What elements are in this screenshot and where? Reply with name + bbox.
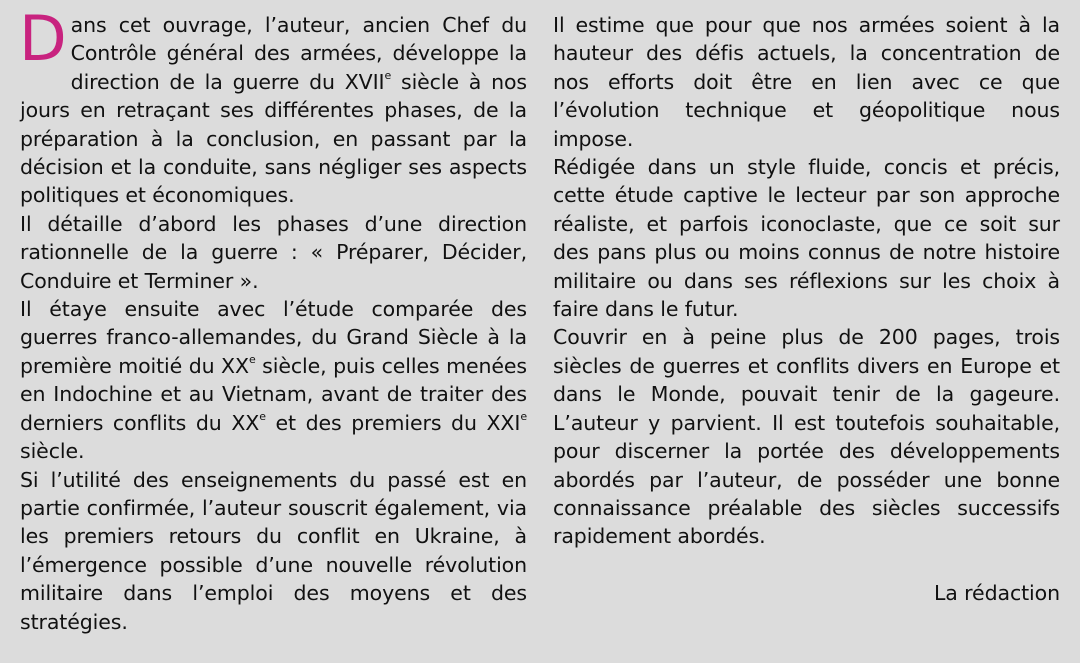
comparison-text-d: siècle. [20, 439, 85, 464]
intro-text-end: siècle à nos jours en retraçant ses différentes phases, de la préparation à la conclusion, en passant par la décision et la conduite, sans négliger ses aspects politiques et économiques. [20, 69, 527, 208]
comparison-text-a: Il étaye ensuite avec l’étude comparée des guerres franco-allemandes, du Grand Siècle à la première moitié du XX [20, 297, 527, 378]
signature: La rédaction [933, 580, 1060, 605]
superscript: e [520, 409, 527, 423]
superscript: e [384, 68, 392, 82]
paragraph-assessment: Couvrir en à peine plus de 200 pages, trois siècles de guerres et conflits divers en Europe et dans le Monde, pouvait tenir de la gageure. L’auteur y parvient. Il est toutefois souhaitable, pour discerner la portée des développements abordés par l’auteur, de posséder une bonne connaissance préalable des siècles successifs rapidement abordés. [553, 325, 1060, 549]
paragraph-efforts: Il estime que pour que nos armées soient à la hauteur des défis actuels, la concentration de nos efforts doit être en lien avec ce que l’évolution technique et géopolitique nous impose. [553, 13, 1060, 151]
drop-cap: D [19, 2, 67, 75]
paragraph-intro [19, 2, 527, 210]
intro-text: ans cet ouvrage, l’auteur, ancien Chef du Contrôle général des armées, développe la direction de la guerre du XVII [70, 13, 527, 94]
left-column [19, 2, 527, 663]
comparison-text-b: siècle, puis celles menées en Indochine et au Vietnam, avant de traiter des derniers conflits du XX [20, 353, 527, 435]
superscript: e [259, 409, 266, 423]
paragraph-style: Rédigée dans un style fluide, concis et précis, cette étude captive le lecteur par son approche réaliste, et parfois iconoclaste, que ce soit sur des pans plus ou moins connus de notre histoire militaire ou dans ses réflexions sur les choix à faire dans le futur. [553, 155, 1060, 322]
comparison-text-c: et des premiers du XXI [265, 410, 521, 435]
superscript: e [248, 353, 256, 367]
right-column [553, 11, 1060, 663]
paragraph-lessons: Si l’utilité des enseignements du passé est en partie confirmée, l’auteur souscrit également, via les premiers retours du conflit en Ukraine, à l’émergence possible d’une nouvelle révolution militaire dans l’emploi des moyens et des stratégies. [20, 467, 527, 634]
paragraph-comparison [20, 295, 527, 465]
paragraph-phases: Il détaille d’abord les phases d’une direction rationnelle de la guerre : « Préparer, Décider, Conduire et Terminer ». [20, 211, 527, 293]
